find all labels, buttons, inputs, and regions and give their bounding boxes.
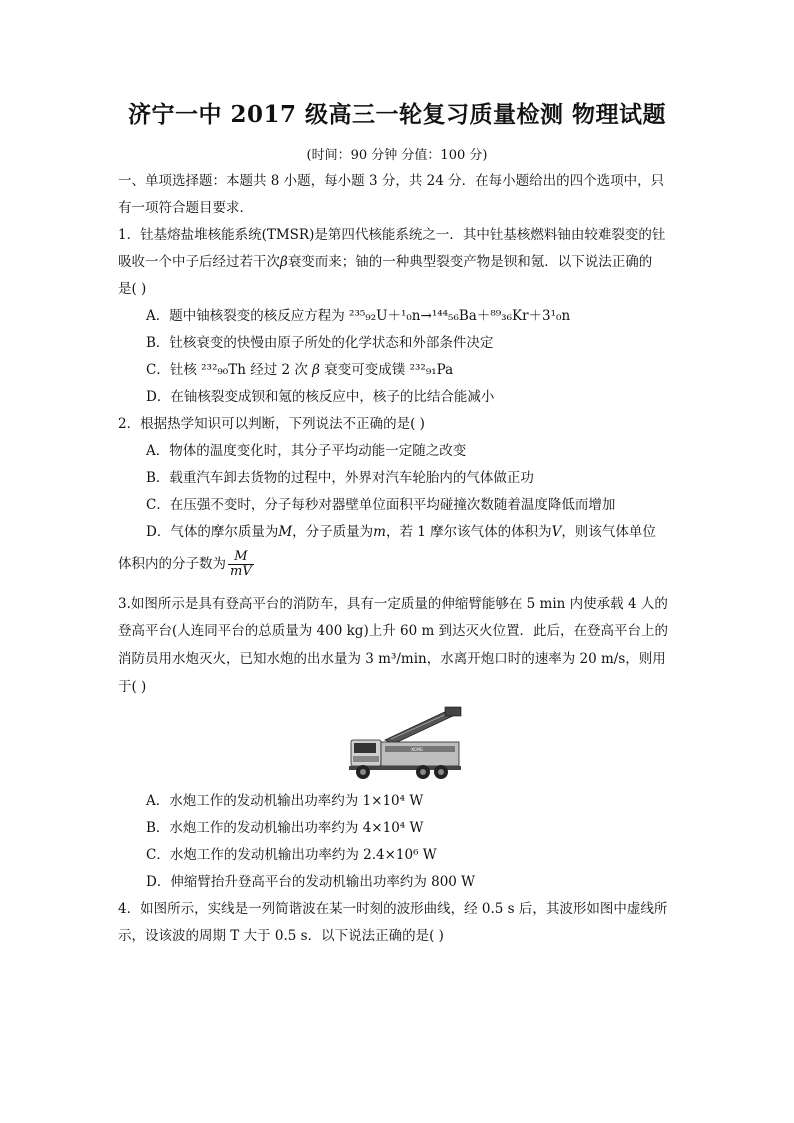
exam-time-score: (时间：90 分钟 分值：100 分) xyxy=(306,148,488,163)
q1-stem-text-b: 衰变而来；铀的一种典型裂变产物是钡和氪．以下说法正确的 xyxy=(287,254,653,270)
q4-stem-line1: 4．如图所示，实线是一列简谐波在某一时刻的波形曲线，经 0.5 s 后，其波形如图中虚线所 xyxy=(118,901,668,917)
q1-stem-line2 xyxy=(118,252,652,272)
q1-option-a xyxy=(146,306,570,326)
q2-option-d-text2: ，分子质量为 xyxy=(292,524,374,540)
q4-stem-line2: 示，设该波的周期 T 大于 0.5 s．以下说法正确的是( ) xyxy=(118,928,444,944)
fraction-numerator: M xyxy=(228,550,254,565)
platform-basket xyxy=(445,707,461,716)
q2-option-d-text3: ，若 1 摩尔该气体的体积为 xyxy=(385,524,552,540)
q3-stem-line4: 于( ) xyxy=(118,679,147,695)
q1-option-d: D．在铀核裂变成钡和氪的核反应中，核子的比结合能减小 xyxy=(146,389,495,405)
q2-option-d-line2 xyxy=(118,550,254,579)
q2-option-d xyxy=(146,522,656,542)
q3-stem-line1: 3.如图所示是具有登高平台的消防车，具有一定质量的伸缩臂能够在 5 min 内使承载 4 人的 xyxy=(118,596,668,612)
q3-option-a: A．水炮工作的发动机输出功率约为 1×10⁴ W xyxy=(146,793,424,809)
hub-rear-2 xyxy=(438,769,444,775)
q2-option-d-text1: D．气体的摩尔质量为 xyxy=(146,524,279,540)
beta-symbol: β xyxy=(312,362,320,378)
q1-stem-text-a: 吸收一个中子后经过若干次 xyxy=(118,254,280,270)
var-V: V xyxy=(551,524,562,540)
q2-stem: 2．根据热学知识可以判断，下列说法不正确的是( ) xyxy=(118,416,425,432)
hub-rear-1 xyxy=(420,769,426,775)
thorium-nuclide: ²³²₉₀Th xyxy=(201,362,246,378)
q3-option-d: D．伸缩臂抬升登高平台的发动机输出功率约为 800 W xyxy=(146,874,476,890)
beta-symbol: β xyxy=(280,254,288,270)
page-title: 济宁一中 2017 级高三一轮复习质量检测 物理试题 xyxy=(127,101,667,128)
ladder-highlight xyxy=(391,712,451,739)
q2-option-a: A．物体的温度变化时，其分子平均动能一定随之改变 xyxy=(146,443,467,459)
q2-option-d-text4: ，则该气体单位 xyxy=(561,524,656,540)
q2-option-d-last: 体积内的分子数为 xyxy=(118,556,226,572)
q1-option-b: B．钍核衰变的快慢由原子所处的化学状态和外部条件决定 xyxy=(146,335,494,351)
var-m: m xyxy=(373,524,386,540)
q3-stem-line3: 消防员用水炮灭火，已知水炮的出水量为 3 m³/min，水离开炮口时的速率为 20 m/s，则用 xyxy=(118,651,666,667)
q1-option-c-mid: 经过 2 次 xyxy=(245,362,313,378)
q1-stem-line3: 是( ) xyxy=(118,281,147,297)
truck-logo: XCMG xyxy=(411,747,423,752)
hub-front xyxy=(360,769,366,775)
q1-option-c-pre: C．钍核 xyxy=(146,362,197,378)
q2-option-c: C．在压强不变时，分子每秒对器壁单位面积平均碰撞次数随着温度降低而增加 xyxy=(146,497,616,513)
q1-option-a-equation: ²³⁵₉₂U＋¹₀n→¹⁴⁴₅₆Ba＋⁸⁹₃₆Kr＋3¹₀n xyxy=(349,308,571,324)
windshield xyxy=(354,743,376,753)
section-heading-line2: 有一项符合题目要求． xyxy=(118,200,253,216)
q3-option-b: B．水炮工作的发动机输出功率约为 4×10⁴ W xyxy=(146,820,424,836)
q2-option-b: B．载重汽车卸去货物的过程中，外界对汽车轮胎内的气体做正功 xyxy=(146,470,534,486)
q3-option-c: C．水炮工作的发动机输出功率约为 2.4×10⁶ W xyxy=(146,847,437,863)
q1-option-c-post: 衰变可变成镤 xyxy=(319,362,410,378)
section-heading-line1: 一、单项选择题：本题共 8 小题，每小题 3 分，共 24 分．在每小题给出的四个选项中，只 xyxy=(118,173,665,189)
truck-body xyxy=(381,742,459,766)
fraction-M-over-mV xyxy=(228,550,254,579)
q1-stem-line1: 1．钍基熔盐堆核能系统(TMSR)是第四代核能系统之一．其中钍基核燃料铀由较难裂变的钍 xyxy=(118,227,666,243)
fraction-denominator: mV xyxy=(230,564,252,579)
q1-option-a-text: A．题中铀核裂变的核反应方程为 xyxy=(146,308,345,324)
q3-stem-line2: 登高平台(人连同平台的总质量为 400 kg)上升 60 m 到达灭火位置．此后，在登高平台上的 xyxy=(118,623,669,639)
fire-truck-figure xyxy=(345,706,465,781)
var-M: M xyxy=(278,524,293,540)
q1-option-c xyxy=(146,360,453,380)
grille xyxy=(353,756,379,762)
protactinium-nuclide: ²³²₉₁Pa xyxy=(409,362,454,378)
